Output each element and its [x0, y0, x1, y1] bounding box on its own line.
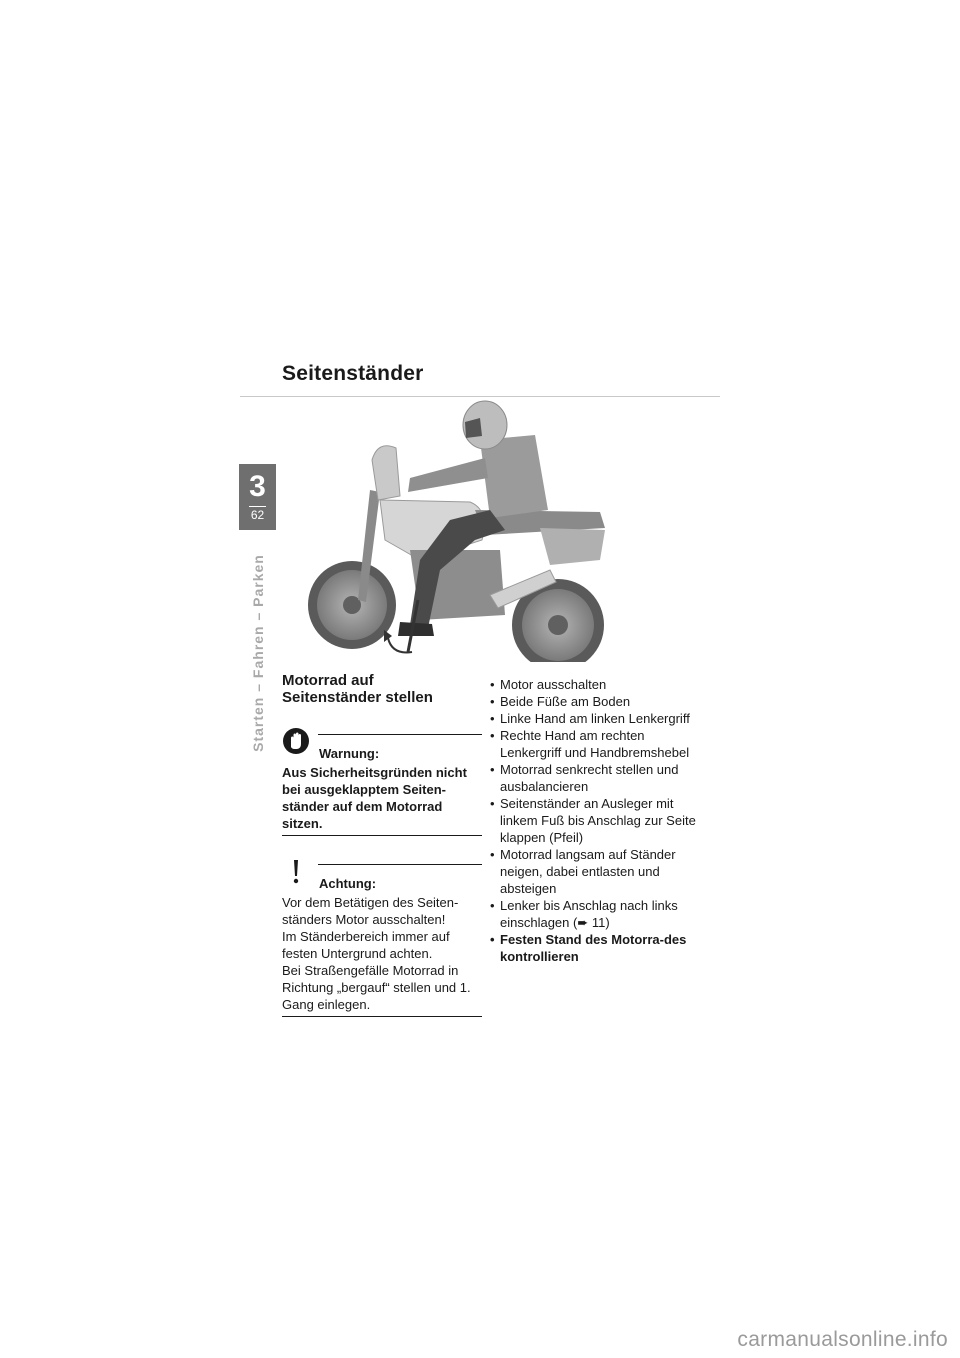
- exclamation-icon: [282, 857, 310, 885]
- hand-stop-icon: [282, 727, 310, 755]
- steps-list: [490, 676, 700, 965]
- section-subheading: [282, 672, 482, 706]
- caution-text-3: Bei Straßengefälle Motorrad in Richtung „bergauf“ stellen und 1. Gang einlegen.: [282, 963, 471, 1012]
- chapter-side-label: Starten – Fahren – Parken: [250, 554, 266, 752]
- list-item: • Rechte Hand am rechten Lenkergriff und Handbremshebel: [490, 727, 700, 761]
- list-item: • Motorrad senkrecht stellen und ausbalancieren: [490, 761, 700, 795]
- subheading-line-2: Seitenständer stellen: [282, 689, 433, 706]
- list-item: • Motor ausschalten: [490, 676, 700, 693]
- chapter-number: 3: [249, 470, 266, 503]
- watermark: carmanualsonline.info: [737, 1328, 948, 1351]
- page-title: Seitenständer: [282, 362, 424, 385]
- motorcycle-sidestand-illustration: [300, 400, 622, 662]
- caution-label: Achtung:: [319, 876, 377, 891]
- warning-text: Aus Sicherheitsgründen nicht bei ausgeklapptem Seiten-ständer auf dem Motorrad sitzen.: [282, 765, 467, 831]
- caution-text-2: Im Ständerbereich immer auf festen Untergrund achten.: [282, 929, 450, 961]
- list-item: • Festen Stand des Motorra-des kontrollieren: [490, 931, 700, 965]
- title-divider: [240, 396, 720, 397]
- chapter-tab: [239, 464, 276, 530]
- list-item: • Beide Füße am Boden: [490, 693, 700, 710]
- caution-notice: [282, 854, 482, 1017]
- subheading-line-1: Motorrad auf: [282, 672, 374, 689]
- warning-label: Warnung:: [319, 746, 380, 761]
- right-column: [490, 676, 700, 965]
- warning-notice: [282, 724, 482, 836]
- caution-text-1: Vor dem Betätigen des Seiten-ständers Motor ausschalten!: [282, 895, 459, 927]
- list-item: • Linke Hand am linken Lenkergriff: [490, 710, 700, 727]
- list-item: • Lenker bis Anschlag nach links einschlagen (➨ 11): [490, 897, 700, 931]
- left-column: [282, 672, 482, 1017]
- front-wheel: [308, 561, 396, 649]
- list-item: • Motorrad langsam auf Ständer neigen, dabei entlasten und absteigen: [490, 846, 700, 897]
- page-number: 62: [250, 508, 265, 522]
- chapter-divider: [249, 506, 266, 507]
- list-item: • Seitenständer an Ausleger mit linkem Fuß bis Anschlag zur Seite klappen (Pfeil): [490, 795, 700, 846]
